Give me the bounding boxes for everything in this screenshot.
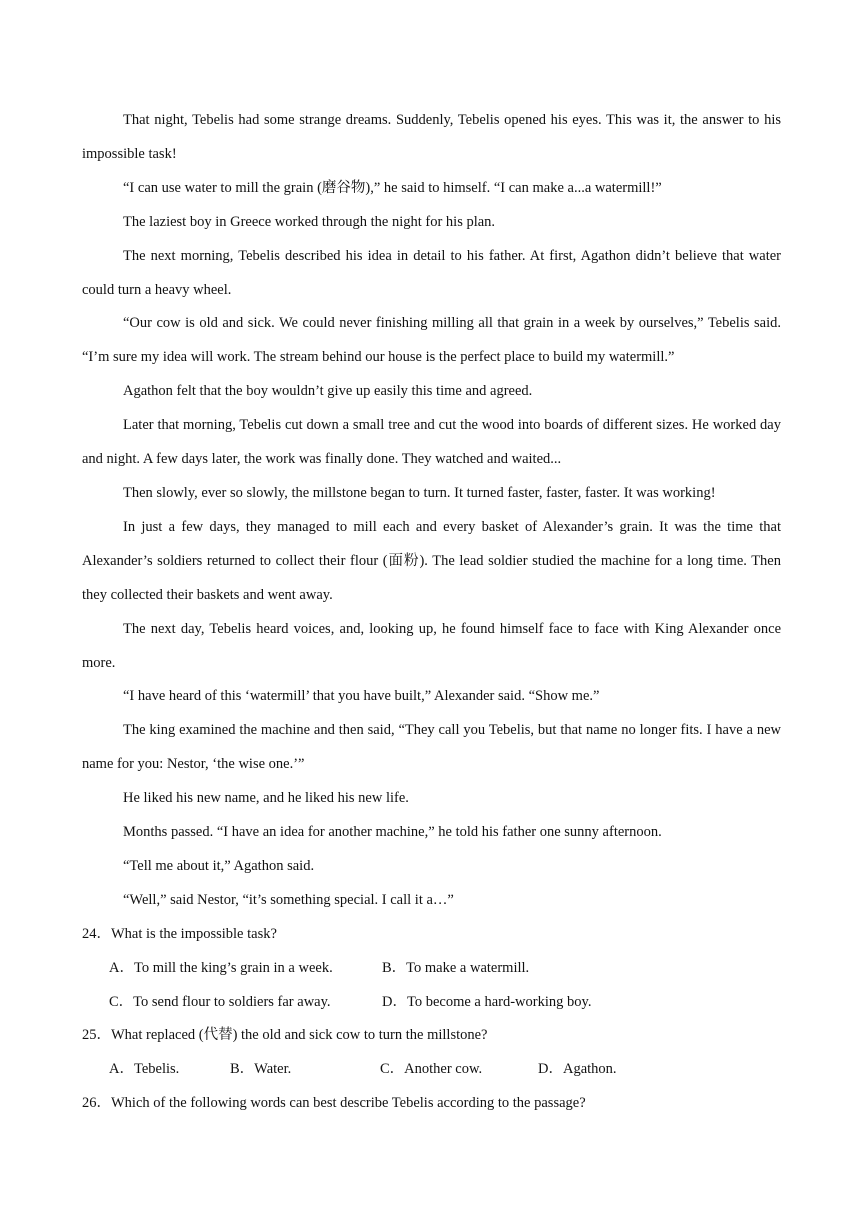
answer-options <box>82 1053 781 1087</box>
question-number: 25． <box>82 1027 111 1044</box>
question-25 <box>82 1019 781 1087</box>
story-paragraph: The next day, Tebelis heard voices, and, looking up, he found himself face to face with King Alexander once more. <box>82 620 781 671</box>
question-stem <box>82 1019 781 1053</box>
question-number: 24． <box>82 925 111 942</box>
story-paragraph: “Our cow is old and sick. We could never finishing milling all that grain in a week by ourselves,” Tebelis said. “I’m sure my idea will work. The stream behind our house is the perfect place to build my watermill.” <box>82 315 781 366</box>
option-d: D．To become a hard-working boy. <box>382 993 592 1010</box>
story-paragraph: Later that morning, Tebelis cut down a small tree and cut the wood into boards of different sizes. He worked day and night. A few days later, the work was finally done. They watched and waited... <box>82 417 781 468</box>
story-paragraph: “I have heard of this ‘watermill’ that you have built,” Alexander said. “Show me.” <box>123 688 600 705</box>
question-stem <box>82 1087 781 1121</box>
question-number: 26． <box>82 1095 111 1112</box>
question-text: What is the impossible task? <box>111 925 277 942</box>
story-paragraph: That night, Tebelis had some strange dreams. Suddenly, Tebelis opened his eyes. This was it, the answer to his impossible task! <box>82 112 781 162</box>
story-passage <box>82 104 781 918</box>
story-paragraph: In just a few days, they managed to mill each and every basket of Alexander’s grain. It was the time that Alexander’s soldiers returned to collect their flour (面粉). The lead soldier studied the machine for a long time. Then they collected their baskets and went away. <box>82 518 781 603</box>
story-paragraph: Agathon felt that the boy wouldn’t give up easily this time and agreed. <box>123 383 533 400</box>
story-paragraph: He liked his new name, and he liked his new life. <box>123 790 409 807</box>
option-c: C．Another cow. <box>380 1061 483 1078</box>
option-b: B．To make a watermill. <box>382 959 530 976</box>
question-24 <box>82 918 781 1020</box>
document-page <box>82 104 781 1121</box>
option-a: A．Tebelis. <box>109 1061 180 1078</box>
option-d: D．Agathon. <box>538 1061 617 1078</box>
option-c: C．To send flour to soldiers far away. <box>109 993 331 1010</box>
story-paragraph: Then slowly, ever so slowly, the millstone began to turn. It turned faster, faster, faster. It was working! <box>123 484 716 501</box>
option-b: B．Water. <box>230 1061 292 1078</box>
option-a: A．To mill the king’s grain in a week. <box>109 959 333 976</box>
question-stem <box>82 918 781 952</box>
story-paragraph: The laziest boy in Greece worked through the night for his plan. <box>123 213 496 230</box>
story-paragraph: “Well,” said Nestor, “it’s something special. I call it a…” <box>123 891 454 908</box>
question-text: What replaced (代替) the old and sick cow to turn the millstone? <box>111 1027 488 1044</box>
story-paragraph: “I can use water to mill the grain (磨谷物),” he said to himself. “I can make a...a watermill!” <box>123 179 662 196</box>
answer-options <box>82 952 781 986</box>
story-paragraph: Months passed. “I have an idea for another machine,” he told his father one sunny afternoon. <box>123 824 662 841</box>
question-26 <box>82 1087 781 1121</box>
story-paragraph: The next morning, Tebelis described his idea in detail to his father. At first, Agathon didn’t believe that water could turn a heavy wheel. <box>82 247 781 298</box>
answer-options <box>82 986 781 1020</box>
story-paragraph: “Tell me about it,” Agathon said. <box>123 857 315 874</box>
story-paragraph: The king examined the machine and then said, “They call you Tebelis, but that name no longer fits. I have a new name for you: Nestor, ‘the wise one.’” <box>82 722 781 773</box>
question-text: Which of the following words can best describe Tebelis according to the passage? <box>111 1095 586 1112</box>
